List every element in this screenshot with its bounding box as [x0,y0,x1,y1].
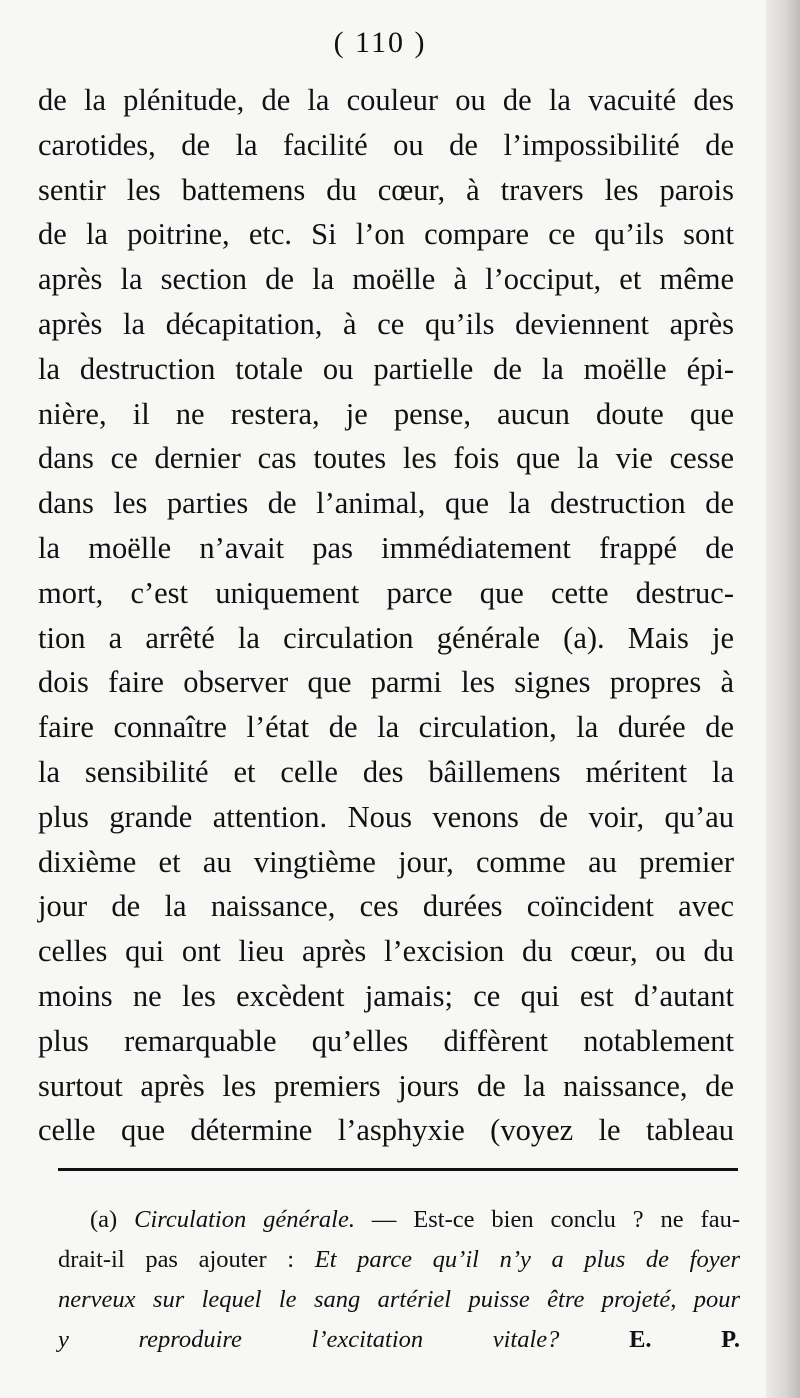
text-line: faire connaître l’état de la circulation, la durée de [38,710,734,745]
text-line: après la section de la moëlle à l’occiput, et même [38,262,734,297]
page-number: ( 110 ) [333,26,427,59]
footnote-italic-text: y reproduire l’excitation vitale? [58,1326,560,1353]
text-line: moins ne les excèdent jamais; ce qui est d’autant [38,978,734,1013]
page-edge-shadow [766,0,800,1398]
footnote [58,1200,740,1360]
text-line: dans les parties de l’animal, que la destruction de [38,486,734,521]
footnote-italic-text: nerveux sur lequel le sang artériel puisse être projeté, pour [58,1286,740,1313]
text-line: celles qui ont lieu après l’excision du cœur, ou du [38,934,734,969]
footnote-italic-text: Et parce qu’il n’y a plus de foyer [314,1246,741,1273]
footnote-signature: E. P. [629,1326,741,1353]
text-line: surtout après les premiers jours de la naissance, de [38,1068,734,1103]
text-line: mort, c’est uniquement parce que cette destruc- [38,575,734,610]
body-text [38,78,734,1153]
footnote-line [58,1240,740,1280]
text-line: sentir les battemens du cœur, à travers les parois [38,172,734,207]
text-line: dixième et au vingtième jour, comme au premier [38,844,734,879]
footnote-marker: (a) [90,1206,118,1233]
text-line: dans ce dernier cas toutes les fois que la vie cesse [38,441,734,476]
text-line: jour de la naissance, ces durées coïncident avec [38,889,734,924]
footnote-text: drait-il pas ajouter : [58,1246,295,1273]
text-line: la moëlle n’avait pas immédiatement frappé de [38,530,734,565]
text-line: de la plénitude, de la couleur ou de la vacuité des [38,83,734,117]
text-line: tion a arrêté la circulation générale (a). Mais je [38,620,734,655]
text-line: celle que détermine l’asphyxie (voyez le tableau [38,1113,734,1148]
text-line: la destruction totale ou partielle de la moëlle épi- [38,351,734,386]
text-line: plus remarquable qu’elles diffèrent notablement [38,1023,734,1058]
text-line: carotides, de la facilité ou de l’impossibilité de [38,127,734,162]
footnote-line [58,1320,740,1360]
footnote-text: — Est-ce bien conclu ? ne fau- [371,1206,740,1233]
footnote-cited-term: Circulation générale. [134,1206,355,1233]
text-line: nière, il ne restera, je pense, aucun doute que [38,396,734,431]
footnote-rule [58,1168,738,1171]
text-line: plus grande attention. Nous venons de voir, qu’au [38,799,734,834]
text-line: de la poitrine, etc. Si l’on compare ce qu’ils sont [38,217,734,252]
text-line: la sensibilité et celle des bâillemens méritent la [38,754,734,789]
text-line: dois faire observer que parmi les signes propres à [38,665,734,700]
text-line: après la décapitation, à ce qu’ils deviennent après [38,306,734,341]
footnote-line [58,1200,740,1240]
